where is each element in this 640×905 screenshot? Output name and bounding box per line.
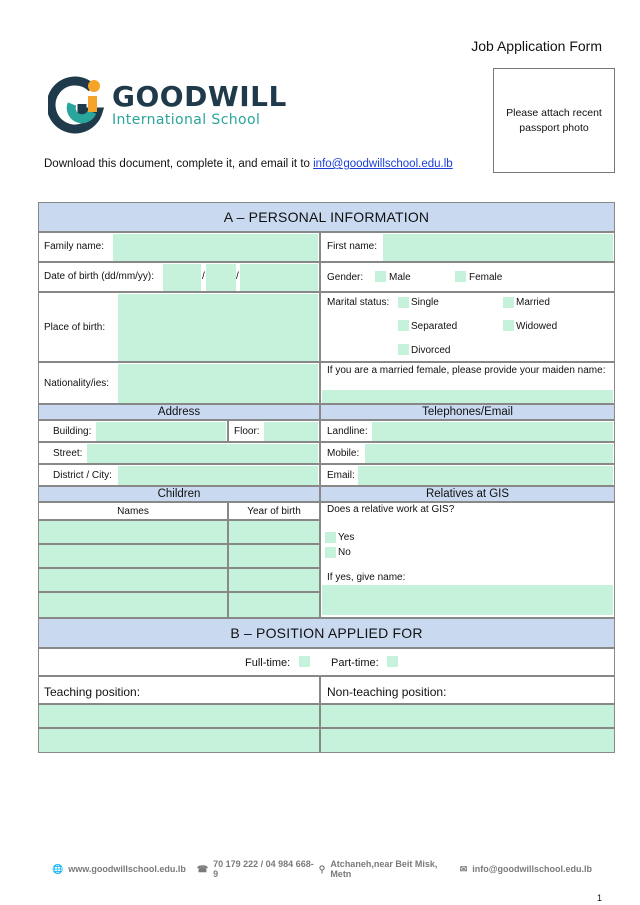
full-time-checkbox[interactable] — [299, 656, 310, 667]
intro-text — [44, 158, 453, 170]
child-year-field[interactable] — [228, 568, 320, 592]
single-label: Single — [411, 297, 439, 308]
marital-status-cell — [320, 292, 615, 362]
family-name-cell — [38, 232, 320, 262]
dob-separator: / — [236, 271, 239, 282]
dob-year-field[interactable] — [240, 264, 318, 291]
building-field[interactable] — [96, 422, 226, 441]
dob-label: Date of birth (dd/mm/yy): — [44, 271, 155, 282]
photo-note: Please attach recent passport photo — [506, 107, 602, 134]
gender-cell — [320, 262, 615, 292]
first-name-label: First name: — [327, 241, 378, 252]
male-label: Male — [389, 272, 411, 283]
nationality-cell — [38, 362, 320, 404]
child-name-field[interactable] — [38, 592, 228, 618]
building-label: Building: — [53, 426, 92, 437]
address-header: Address — [38, 404, 320, 420]
single-checkbox[interactable] — [398, 297, 409, 308]
floor-cell — [228, 420, 320, 442]
mobile-label: Mobile: — [327, 448, 360, 459]
place-of-birth-label: Place of birth: — [44, 322, 106, 333]
email-label: Email: — [327, 470, 355, 481]
logo-name: GOODWILL — [112, 80, 287, 113]
female-checkbox[interactable] — [455, 271, 466, 282]
floor-label: Floor: — [234, 426, 260, 437]
location-pin-icon: ⚲ — [318, 863, 326, 874]
school-logo — [48, 74, 287, 134]
family-name-label: Family name: — [44, 241, 105, 252]
relative-yes-label: Yes — [338, 532, 355, 543]
phone-icon: ☎ — [196, 863, 209, 874]
landline-cell — [320, 420, 615, 442]
names-column-header: Names — [38, 502, 228, 520]
page-number: 1 — [596, 893, 602, 903]
place-of-birth-cell — [38, 292, 320, 362]
section-a-title: A – PERSONAL INFORMATION — [38, 202, 615, 232]
relative-question: Does a relative work at GIS? — [327, 504, 455, 515]
floor-field[interactable] — [264, 422, 318, 441]
relative-no-checkbox[interactable] — [325, 547, 336, 558]
intro-label: Download this document, complete it, and email it to — [44, 158, 314, 170]
first-name-field[interactable] — [383, 234, 613, 261]
gender-label: Gender: — [327, 272, 364, 283]
document-title: Job Application Form — [471, 38, 602, 54]
landline-field[interactable] — [372, 422, 613, 441]
employment-type-cell — [38, 648, 615, 676]
telephones-header: Telephones/Email — [320, 404, 615, 420]
maiden-name-label: If you are a married female, please provide your maiden name: — [327, 365, 606, 376]
non-teaching-position-field[interactable] — [320, 704, 615, 728]
teaching-header-cell — [38, 676, 320, 704]
photo-placeholder[interactable] — [493, 68, 615, 173]
nationality-field[interactable] — [118, 364, 318, 403]
full-time-label: Full-time: — [245, 657, 291, 669]
separated-checkbox[interactable] — [398, 320, 409, 331]
part-time-checkbox[interactable] — [387, 656, 398, 667]
child-year-field[interactable] — [228, 520, 320, 544]
child-year-field[interactable] — [228, 592, 320, 618]
landline-label: Landline: — [327, 426, 368, 437]
dob-separator: / — [202, 271, 205, 282]
nationality-label: Nationality/ies: — [44, 378, 110, 389]
email-link[interactable]: info@goodwillschool.edu.lb — [313, 158, 453, 170]
district-field[interactable] — [118, 466, 318, 485]
divorced-checkbox[interactable] — [398, 344, 409, 355]
year-of-birth-column-header: Year of birth — [228, 502, 320, 520]
maiden-name-field[interactable] — [322, 390, 613, 403]
teaching-position-field[interactable] — [38, 704, 320, 728]
footer-email: info@goodwillschool.edu.lb — [472, 864, 592, 874]
child-year-field[interactable] — [228, 544, 320, 568]
mobile-field[interactable] — [365, 444, 613, 463]
dob-day-field[interactable] — [163, 264, 201, 291]
dob-month-field[interactable] — [206, 264, 236, 291]
footer-website: www.goodwillschool.edu.lb — [68, 864, 186, 874]
non-teaching-header-cell — [320, 676, 615, 704]
part-time-label: Part-time: — [331, 657, 379, 669]
footer-phone: 70 179 222 / 04 984 668-9 — [213, 859, 314, 879]
district-cell — [38, 464, 320, 486]
children-header: Children — [38, 486, 320, 502]
street-label: Street: — [53, 448, 83, 459]
globe-icon: 🌐 — [52, 863, 64, 874]
email-cell — [320, 464, 615, 486]
relative-name-label: If yes, give name: — [327, 572, 406, 583]
relative-name-field[interactable] — [322, 585, 613, 615]
street-field[interactable] — [87, 444, 318, 463]
married-checkbox[interactable] — [503, 297, 514, 308]
female-label: Female — [469, 272, 503, 283]
child-name-field[interactable] — [38, 520, 228, 544]
footer — [52, 860, 592, 878]
male-checkbox[interactable] — [375, 271, 386, 282]
teaching-position-field[interactable] — [38, 728, 320, 753]
marital-status-label: Marital status: — [327, 297, 390, 308]
widowed-label: Widowed — [516, 321, 558, 332]
street-cell — [38, 442, 320, 464]
email-field[interactable] — [358, 466, 613, 485]
building-cell — [38, 420, 228, 442]
married-label: Married — [516, 297, 550, 308]
section-b-title: B – POSITION APPLIED FOR — [38, 618, 615, 648]
non-teaching-position-field[interactable] — [320, 728, 615, 753]
logo-subtitle: International School — [112, 112, 261, 128]
logo-mark-icon — [48, 74, 108, 134]
relative-no-label: No — [338, 547, 351, 558]
relatives-cell — [320, 502, 615, 618]
non-teaching-position-label: Non-teaching position: — [327, 685, 447, 699]
child-name-field[interactable] — [38, 568, 228, 592]
family-name-field[interactable] — [113, 234, 318, 261]
first-name-cell — [320, 232, 615, 262]
footer-address: Atchaneh,near Beit Misk, Metn — [330, 859, 438, 879]
mobile-cell — [320, 442, 615, 464]
divorced-label: Divorced — [411, 345, 451, 356]
dob-cell — [38, 262, 320, 292]
relatives-header: Relatives at GIS — [320, 486, 615, 502]
teaching-position-label: Teaching position: — [44, 685, 141, 699]
application-form — [38, 202, 615, 753]
child-name-field[interactable] — [38, 544, 228, 568]
widowed-checkbox[interactable] — [503, 320, 514, 331]
maiden-name-cell — [320, 362, 615, 404]
mail-icon: ✉ — [459, 863, 468, 874]
separated-label: Separated — [411, 321, 458, 332]
place-of-birth-field[interactable] — [118, 294, 318, 361]
district-label: District / City: — [53, 470, 112, 481]
relative-yes-checkbox[interactable] — [325, 532, 336, 543]
